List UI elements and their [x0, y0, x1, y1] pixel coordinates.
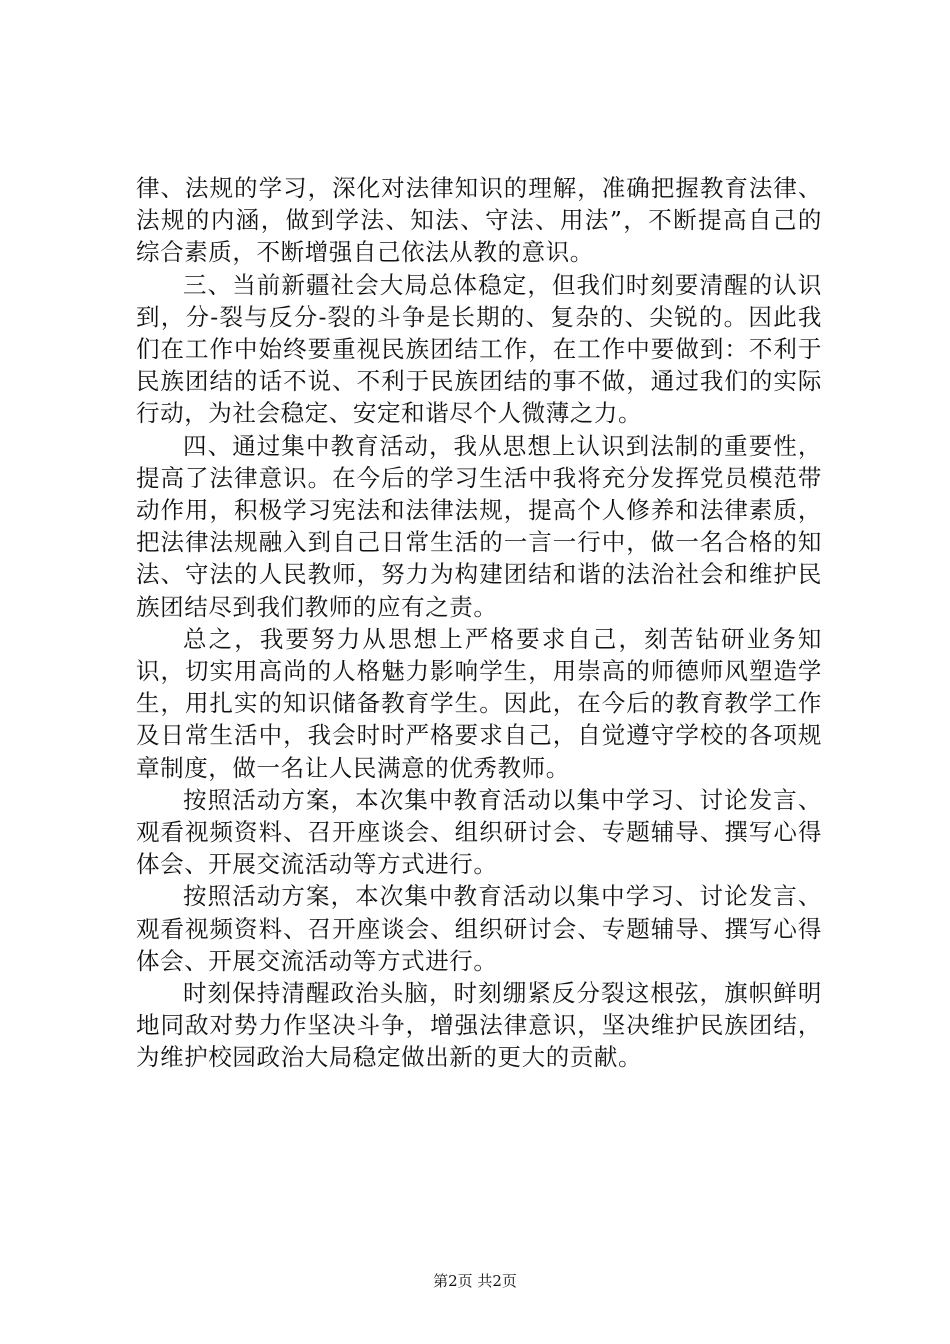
page-footer: 第2页 共2页 [433, 1272, 517, 1290]
paragraph-5: 按照活动方案，本次集中教育活动以集中学习、讨论发言、观看视频资料、召开座谈会、组织研讨会、专题辅导、撰写心得体会、开展交流活动等方式进行。 [136, 785, 822, 879]
document-body [136, 172, 822, 1074]
paragraph-1: 律、法规的学习，深化对法律知识的理解，准确把握教育法律、法规的内涵，做到学法、知法、守法、用法”，不断提高自己的综合素质，不断增强自己依法从教的意识。 [136, 174, 822, 267]
paragraph-3: 四、通过集中教育活动，我从思想上认识到法制的重要性，提高了法律意识。在今后的学习生活中我将充分发挥党员模范带动作用，积极学习宪法和法律法规，提高个人修养和法律素质，把法律法规融入到自己日常生活的一言一行中，做一名合格的知法、守法的人民教师，努力为构建团结和谐的法治社会和维护民族团结尽到我们教师的应有之责。 [136, 431, 822, 621]
paragraph-7: 时刻保持清醒政治头脑，时刻绷紧反分裂这根弦，旗帜鲜明地同敌对势力作坚决斗争，增强法律意识，坚决维护民族团结，为维护校园政治大局稳定做出新的更大的贡献。 [136, 979, 822, 1072]
paragraph-2: 三、当前新疆社会大局总体稳定，但我们时刻要清醒的认识到，分-裂与反分-裂的斗争是长期的、复杂的、尖锐的。因此我们在工作中始终要重视民族团结工作，在工作中要做到：不利于民族团结的话不说、不利于民族团结的事不做，通过我们的实际行动，为社会稳定、安定和谐尽个人微薄之力。 [136, 270, 822, 428]
paragraph-4: 总之，我要努力从思想上严格要求自己，刻苦钻研业务知识，切实用高尚的人格魅力影响学生，用崇高的师德师风塑造学生，用扎实的知识储备教育学生。因此，在今后的教育教学工作及日常生活中，我会时时严格要求自己，自觉遵守学校的各项规章制度，做一名让人民满意的优秀教师。 [136, 624, 822, 782]
paragraph-6: 按照活动方案，本次集中教育活动以集中学习、讨论发言、观看视频资料、召开座谈会、组织研讨会、专题辅导、撰写心得体会、开展交流活动等方式进行。 [136, 882, 822, 975]
